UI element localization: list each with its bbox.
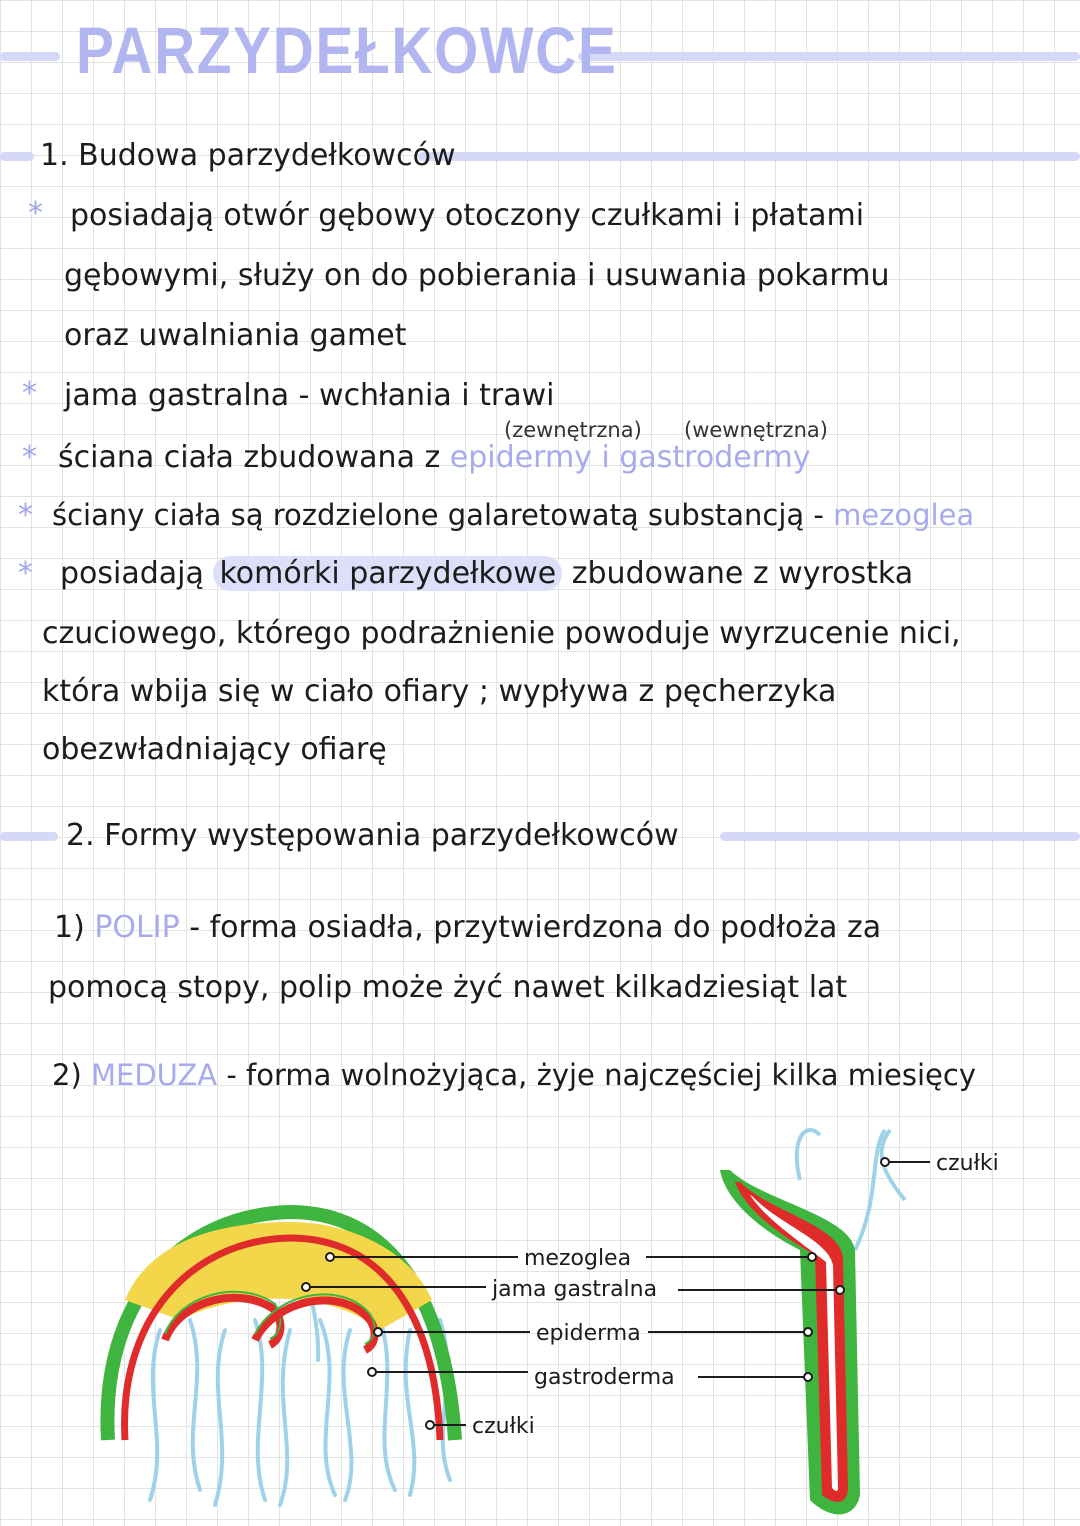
note-zewnetrzna: (zewnętrzna) xyxy=(504,418,642,442)
label-jama: jama gastralna xyxy=(492,1277,658,1302)
medusa-tentacle xyxy=(190,1320,200,1490)
medusa-tentacle xyxy=(320,1320,335,1495)
leader-dot xyxy=(808,1253,816,1261)
medusa-tentacle xyxy=(406,1330,415,1495)
label-mezoglea: mezoglea xyxy=(524,1246,632,1271)
medusa-tentacle xyxy=(280,1330,290,1505)
leader-dot xyxy=(804,1328,812,1336)
medusa-tentacle xyxy=(255,1320,265,1500)
page-title: PARZYDEŁKOWCE xyxy=(76,13,618,87)
bullet5-pre: posiadają xyxy=(60,556,204,591)
note-wewnetrzna: (wewnętrzna) xyxy=(684,418,828,442)
bullet5-line3: która wbija się w ciało ofiary ; wypływa z pęcherzyka xyxy=(42,674,837,709)
polip-text: - forma osiadła, przytwierdzona do podłoża za xyxy=(189,910,882,945)
label-gastroderma: gastroderma xyxy=(534,1365,675,1390)
term-gastrodermy: gastrodermy xyxy=(619,440,811,475)
polip-line2: pomocą stopy, polip może żyć nawet kilkadziesiąt lat xyxy=(48,970,848,1005)
bullet-star-icon: * xyxy=(22,440,37,475)
bullet1-line1: posiadają otwór gębowy otoczony czułkami i płatami xyxy=(70,198,865,233)
bullet3-text: ściana ciała zbudowana z xyxy=(58,440,441,475)
leader-dot xyxy=(881,1158,889,1166)
bullet-star-icon: * xyxy=(28,196,43,231)
meduza-name: MEDUZA xyxy=(90,1058,218,1092)
section1-heading: 1. Budowa parzydełkowców xyxy=(40,138,456,173)
leader-dot xyxy=(326,1253,334,1261)
bullet-star-icon: * xyxy=(22,376,37,411)
leader-dot xyxy=(836,1286,844,1294)
meduza-text: - forma wolnożyjąca, żyje najczęściej kilka miesięcy xyxy=(226,1058,976,1092)
leader-dot xyxy=(302,1283,310,1291)
medusa-tentacle xyxy=(150,1330,160,1500)
bullet5-line4: obezwładniający ofiarę xyxy=(42,732,387,767)
bullet-star-icon: * xyxy=(18,498,33,533)
bullet1-line3: oraz uwalniania gamet xyxy=(64,318,407,353)
meduza-num: 2) xyxy=(52,1058,82,1092)
bullet2-text: jama gastralna - wchłania i trawi xyxy=(64,378,555,413)
bullet5-post: zbudowane z wyrostka xyxy=(571,556,914,591)
leader-dot xyxy=(804,1373,812,1381)
bullet5-line2: czuciowego, którego podrażnienie powoduje wyrzucenie nici, xyxy=(42,616,961,651)
label-epiderma: epiderma xyxy=(536,1321,641,1346)
term-conj: i xyxy=(601,440,610,475)
label-czulki-polip: czułki xyxy=(936,1151,999,1176)
bullet-star-icon: * xyxy=(18,556,33,591)
medusa-tentacle xyxy=(344,1330,352,1500)
label-czulki-meduza: czułki xyxy=(472,1414,535,1439)
section2-heading: 2. Formy występowania parzydełkowców xyxy=(66,818,679,853)
polyp-tentacle xyxy=(797,1130,820,1180)
bullet4-text: ściany ciała są rozdzielone galaretowatą substancją - xyxy=(52,498,824,532)
leader-dot xyxy=(368,1368,376,1376)
medusa-tentacle xyxy=(215,1330,225,1505)
term-epidermy: epidermy xyxy=(449,440,592,475)
term-mezoglea: mezoglea xyxy=(833,498,975,532)
medusa-bell xyxy=(107,1212,455,1440)
highlight-komorki: komórki parzydełkowe xyxy=(213,556,562,591)
leader-dot xyxy=(426,1421,434,1429)
bullet1-line2: gębowymi, służy on do pobierania i usuwania pokarmu xyxy=(64,258,890,293)
leader-dot xyxy=(374,1328,382,1336)
polip-name: POLIP xyxy=(94,910,180,945)
medusa-tentacle xyxy=(380,1320,395,1490)
polip-num: 1) xyxy=(54,910,85,945)
polyp xyxy=(720,1130,905,1514)
